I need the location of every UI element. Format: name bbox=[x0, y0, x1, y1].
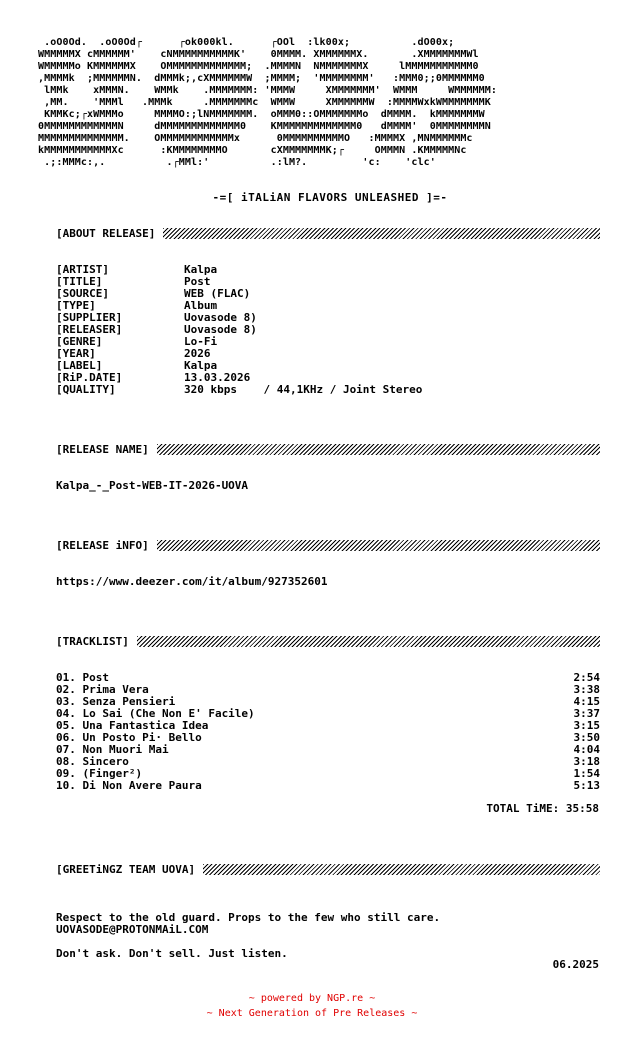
section-header-about bbox=[56, 227, 600, 240]
section-header-release-name bbox=[56, 443, 600, 456]
about-value: Kalpa bbox=[184, 263, 218, 276]
about-value: Lo-Fi bbox=[184, 335, 218, 348]
greetings-text bbox=[56, 888, 440, 984]
about-key: [YEAR] bbox=[56, 347, 96, 360]
section-label-release-name: [RELEASE NAME] bbox=[56, 443, 149, 456]
about-key: [TITLE] bbox=[56, 275, 103, 288]
about-key: [LABEL] bbox=[56, 359, 103, 372]
track-title: 09. (Finger²) bbox=[56, 767, 143, 780]
footer-powered-by[interactable]: ~ powered by NGP.re ~ bbox=[248, 993, 376, 1004]
about-value: Album bbox=[184, 299, 218, 312]
track-duration: 3:15 bbox=[573, 719, 600, 732]
track-title: 02. Prima Vera bbox=[56, 683, 149, 696]
about-row bbox=[56, 336, 422, 348]
track-duration: 2:54 bbox=[573, 671, 600, 684]
about-release-list bbox=[56, 264, 422, 396]
section-header-release-info bbox=[56, 539, 600, 552]
track-duration: 3:50 bbox=[573, 731, 600, 744]
about-value: 13.03.2026 bbox=[184, 371, 251, 384]
track-title: 06. Un Posto Pi· Bello bbox=[56, 731, 202, 744]
tagline: -=[ iTALiAN FLAVORS UNLEASHED ]=- bbox=[212, 191, 448, 204]
footer-tagline: ~ Next Generation of Pre Releases ~ bbox=[206, 1008, 418, 1019]
about-key: [RiP.DATE] bbox=[56, 371, 123, 384]
track-duration: 3:37 bbox=[573, 707, 600, 720]
email-link[interactable]: UOVASODE@PROTONMAiL.COM bbox=[56, 923, 209, 936]
hatch-divider bbox=[157, 540, 600, 551]
tracklist bbox=[56, 672, 600, 792]
section-label-tracklist: [TRACKLIST] bbox=[56, 635, 129, 648]
track-row bbox=[56, 744, 600, 756]
track-title: 04. Lo Sai (Che Non E' Facile) bbox=[56, 707, 255, 720]
about-key: [SUPPLIER] bbox=[56, 311, 123, 324]
section-label-about: [ABOUT RELEASE] bbox=[56, 227, 156, 240]
hatch-divider bbox=[203, 864, 600, 875]
about-value: 2026 bbox=[184, 347, 211, 360]
ascii-art-logo: .oO0Od. .oO0Od┌ ┌ok000kl. ┌OOl :lk00x; .dO00x; WMMMMMX cMMMMMM' cNMMMMMMMMMMK' 0MMMM. XMMMMMMX. .XMMMMMMMWl WMMMMMo KMMMMMMX OMMMMMMMMMMMMM; .MMMMN NMMMMMMMX lMMMMMMMMMMM0 ,MMMMk ;MMMMMMN. dMMMk;,cXMMMMMMW ;MMMM; 'MMMMMMMM' :MMM0;;0MMMMMM0 lMMk xMMMN. WMMk .MMMMMMM: 'MMMW XMMMMMMM' WMMM WMMMMMM: ,MM. 'MMMl .MMMk .MMMMMMMc WMMW XMMMMMMW :MMMMWxkWMMMMMMMK KMMKc;┌xWMMMo MMMMO:;lNMMMMMMM. oMMM0::OMMMMMMMo dMMMM. kMMMMMMMW 0MMMMMMMMMMMMN dMMMMMMMMMMMMM0 KMMMMMMMMMMMMM0 dMMMM' 0MMMMMMMMN MMMMMMMMMMMMMM. OMMMMMMMMMMMMx 0MMMMMMMMMMO :MMMMX ,MNMMMMMMc kMMMMMMMMMMMXc :KMMMMMMMMO cXMMMMMMMK;┌ OMMMN .KMMMMMNc .;:MMMc:,. .┌MMl:' .:lM?. 'c: 'clc' bbox=[38, 37, 498, 168]
track-duration: 1:54 bbox=[573, 767, 600, 780]
about-row bbox=[56, 384, 422, 396]
about-row bbox=[56, 324, 422, 336]
about-row bbox=[56, 264, 422, 276]
about-key: [GENRE] bbox=[56, 335, 103, 348]
about-row bbox=[56, 348, 422, 360]
about-key: [QUALITY] bbox=[56, 383, 116, 396]
track-title: 08. Sincero bbox=[56, 755, 129, 768]
about-value: Uovasode 8) bbox=[184, 323, 257, 336]
about-key: [TYPE] bbox=[56, 299, 96, 312]
about-value: Post bbox=[184, 275, 211, 288]
about-value: WEB (FLAC) bbox=[184, 287, 251, 300]
track-duration: 3:38 bbox=[573, 683, 600, 696]
section-header-greetings bbox=[56, 863, 600, 876]
track-title: 05. Una Fantastica Idea bbox=[56, 719, 209, 732]
track-title: 03. Senza Pensieri bbox=[56, 695, 176, 708]
hatch-divider bbox=[137, 636, 600, 647]
hatch-divider bbox=[163, 228, 600, 239]
total-time: TOTAL TiME: 35:58 bbox=[486, 802, 599, 815]
section-label-greetings: [GREETiNGZ TEAM UOVA] bbox=[56, 863, 196, 876]
track-row bbox=[56, 780, 600, 792]
greeting-line: Respect to the old guard. Props to the few who still care. bbox=[56, 911, 441, 924]
release-name: Kalpa_-_Post-WEB-IT-2026-UOVA bbox=[56, 479, 249, 492]
track-title: 01. Post bbox=[56, 671, 109, 684]
section-label-release-info: [RELEASE iNFO] bbox=[56, 539, 149, 552]
hatch-divider bbox=[157, 444, 600, 455]
track-duration: 5:13 bbox=[573, 779, 600, 792]
track-duration: 4:15 bbox=[573, 695, 600, 708]
greeting-line: Don't ask. Don't sell. Just listen. bbox=[56, 947, 288, 960]
track-title: 10. Di Non Avere Paura bbox=[56, 779, 202, 792]
about-value: 320 kbps / 44,1KHz / Joint Stereo bbox=[184, 383, 423, 396]
track-duration: 3:18 bbox=[573, 755, 600, 768]
release-date: 06.2025 bbox=[552, 958, 599, 971]
about-row bbox=[56, 288, 422, 300]
track-duration: 4:04 bbox=[573, 743, 600, 756]
about-value: Uovasode 8) bbox=[184, 311, 257, 324]
section-header-tracklist bbox=[56, 635, 600, 648]
track-title: 07. Non Muori Mai bbox=[56, 743, 169, 756]
release-url-link[interactable]: https://www.deezer.com/it/album/927352601 bbox=[56, 575, 328, 588]
about-value: Kalpa bbox=[184, 359, 218, 372]
about-key: [SOURCE] bbox=[56, 287, 109, 300]
about-key: [RELEASER] bbox=[56, 323, 123, 336]
about-key: [ARTIST] bbox=[56, 263, 109, 276]
